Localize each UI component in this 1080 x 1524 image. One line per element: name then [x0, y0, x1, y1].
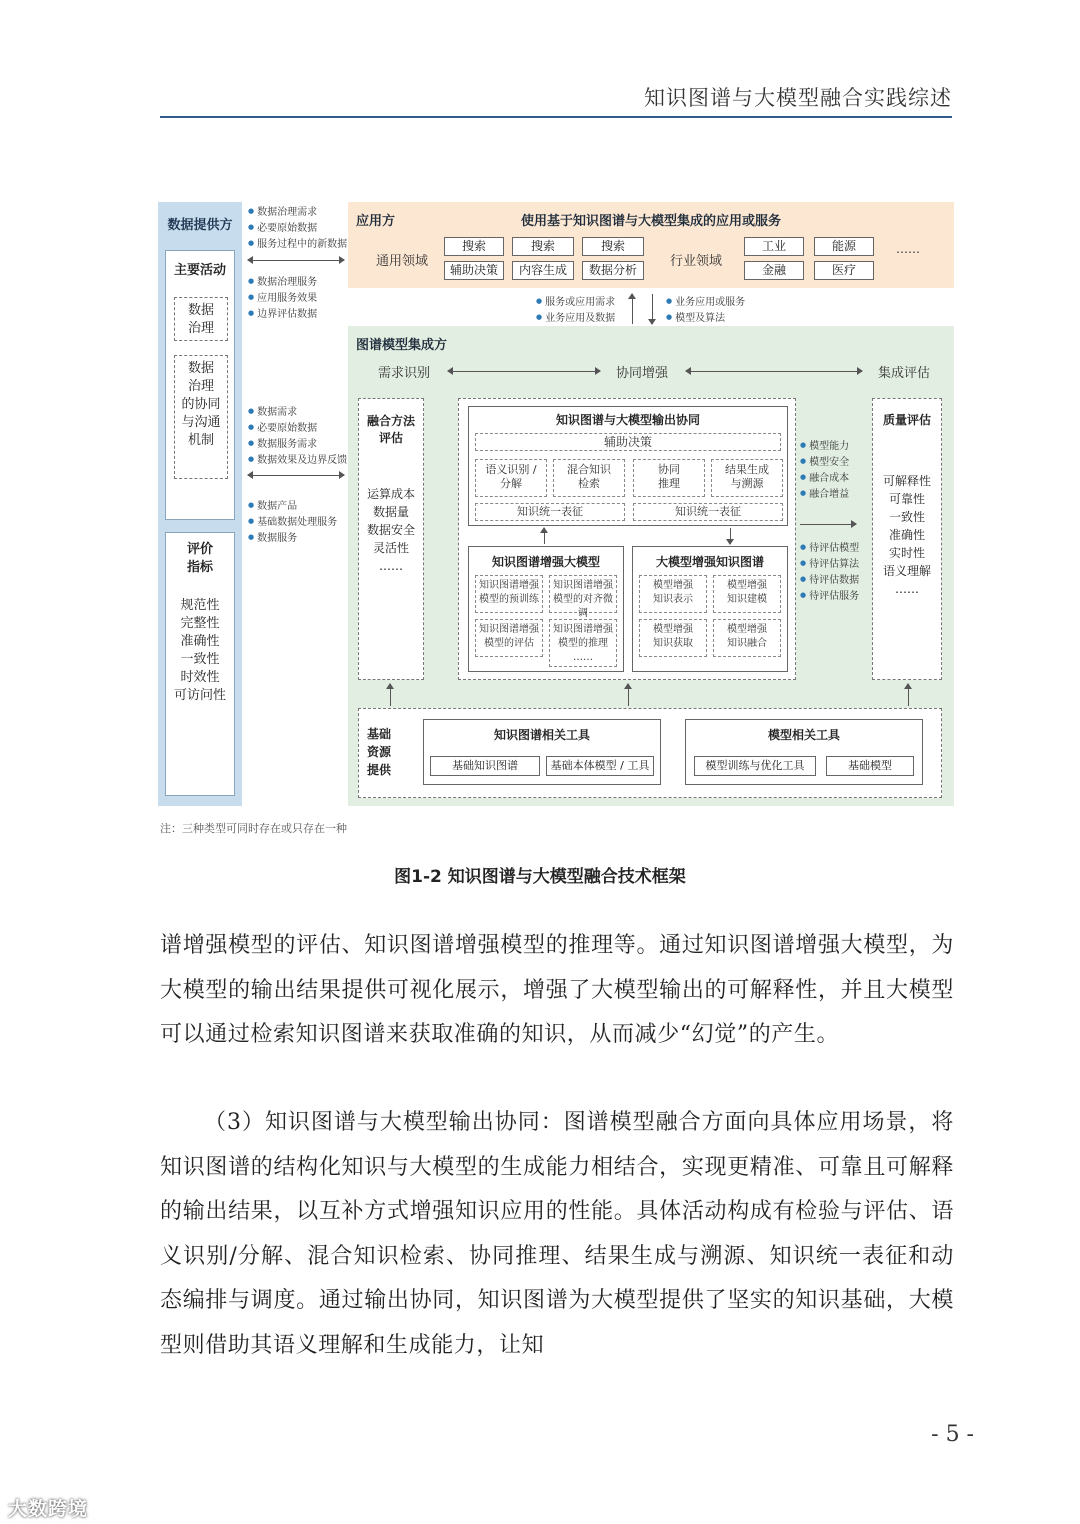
general-domain-label: 通用领域	[376, 254, 429, 269]
kg-enhance-llm-box	[468, 546, 624, 672]
arrow-down	[730, 528, 731, 544]
industry-item: 金融	[744, 261, 804, 280]
stage-enhance: 协同增强	[616, 366, 669, 381]
flow-group-1: ● 数据治理需求 ● 必要原始数据 ● 服务过程中的新数据	[248, 204, 347, 252]
flow-group-4: ● 数据产品 ● 基础数据处理服务 ● 数据服务	[248, 498, 337, 546]
llm-enhance-kg-title: 大模型增强知识图谱	[655, 555, 764, 569]
evaluation-metrics: 规范性 完整性 准确性 一致性 时效性 可访问性	[173, 598, 226, 703]
kg-tools-box	[423, 719, 661, 785]
figure-note: 注：三种类型可同时存在或只存在一种	[160, 822, 347, 835]
output-collab-box	[468, 406, 788, 526]
llm-enhance-item: 模型增强 知识建模	[713, 575, 781, 613]
flow-arrow-1	[248, 260, 344, 261]
industry-item: 工业	[744, 237, 804, 256]
application-label: 应用方	[356, 214, 396, 229]
model-tools-title: 模型相关工具	[767, 728, 840, 742]
kg-tool-item: 基础本体模型 / 工具	[546, 756, 654, 776]
flow-right-up: ● 模型能力 ● 模型安全 ● 融合成本 ● 融合增益	[800, 438, 849, 502]
kg-enhance-item: 知识图谱增强 模型的推理 ……	[549, 619, 617, 667]
activity-coordination: 数据 治理 的协同 与沟通 机制	[174, 355, 228, 479]
foundation-label: 基础 资源 提供	[367, 727, 392, 777]
arrow-up	[632, 294, 633, 324]
unified-representation: 知识统一表征	[633, 503, 783, 521]
kg-tool-item: 基础知识图谱	[430, 756, 540, 776]
data-provider-column	[158, 202, 242, 806]
brand-watermark: 大数跨境	[8, 1498, 89, 1520]
general-item: 搜索	[582, 237, 644, 256]
output-item: 混合知识 检索	[553, 459, 625, 497]
output-item: 结果生成 与溯源	[711, 459, 783, 497]
integrator-panel	[348, 326, 954, 806]
evaluation-card	[165, 532, 235, 796]
application-title: 使用基于知识图谱与大模型集成的应用或服务	[520, 214, 781, 229]
quality-eval-card	[872, 398, 942, 680]
llm-enhance-kg-box	[632, 546, 788, 672]
arrow-right	[800, 524, 856, 525]
flow-arrow-2	[248, 475, 344, 476]
method-eval-title: 融合方法 评估	[366, 414, 415, 445]
industry-item: 能源	[814, 237, 874, 256]
unified-representation: 知识统一表征	[475, 503, 625, 521]
llm-enhance-item: 模型增强 知识获取	[639, 619, 707, 657]
model-tools-box	[685, 719, 923, 785]
stage-arrow	[448, 371, 600, 372]
body-paragraph-2: （3）知识图谱与大模型输出协同：图谱模型融合方面向具体应用场景，将知识图谱的结构化知识与大模型的生成能力相结合，实现更精准、可靠且可解释的输出结果，以互补方式增强知识应用的性能。具体活动构成有检验与评估、语义识别/分解、混合知识检索、协同推理、结果生成与溯源、知识统一表征和动态编排与调度。通过输出协同，知识图谱为大模型提供了坚实的知识基础，大模型则借助其语义理解和生成能力，让知	[160, 1110, 954, 1358]
quality-eval-title: 质量评估	[882, 413, 931, 427]
llm-enhance-item: 模型增强 知识表示	[639, 575, 707, 613]
kg-enhance-item: 知识图谱增强 模型的评估	[475, 619, 543, 657]
industry-item: 医疗	[814, 261, 874, 280]
flow-group-3: ● 数据需求 ● 必要原始数据 ● 数据服务需求 ● 数据效果及边界反馈	[248, 404, 347, 468]
stage-evaluate: 集成评估	[878, 366, 931, 381]
activity-data-governance: 数据 治理	[174, 297, 228, 341]
flow-group-2: ● 数据治理服务 ● 应用服务效果 ● 边界评估数据	[248, 274, 317, 322]
output-collab-title: 知识图谱与大模型输出协同	[555, 413, 700, 427]
page-number: - 5 -	[931, 1422, 974, 1447]
figure-caption: 图1-2 知识图谱与大模型融合技术框架	[394, 867, 686, 887]
kg-enhance-llm-title: 知识图谱增强大模型	[491, 555, 600, 569]
kg-enhance-item: 知识图谱增强 模型的对齐微调	[549, 575, 617, 613]
main-activities-title: 主要活动	[173, 263, 226, 278]
assist-decision: 辅助决策	[475, 433, 781, 451]
arrow-up	[390, 684, 391, 706]
kg-enhance-item: 知识图谱增强 模型的预训练	[475, 575, 543, 613]
industry-ellipsis: ……	[896, 242, 920, 256]
running-header: 知识图谱与大模型融合实践综述	[644, 86, 952, 110]
general-item: 搜索	[512, 237, 574, 256]
body-paragraph-1: 谱增强模型的评估、知识图谱增强模型的推理等。通过知识图谱增强大模型，为大模型的输出结果提供可视化展示，增强了大模型输出的可解释性，并且大模型可以通过检索知识图谱来获取准确的知识，从而减少“幻觉”的产生。	[160, 933, 954, 1047]
arrow-up	[544, 528, 545, 544]
header-rule	[160, 116, 952, 118]
model-tool-item: 模型训练与优化工具	[694, 756, 816, 776]
integrator-label: 图谱模型集成方	[356, 338, 448, 353]
general-item: 辅助决策	[444, 261, 504, 280]
method-eval-card	[358, 398, 424, 680]
arrow-up	[628, 684, 629, 706]
stage-arrow	[686, 371, 862, 372]
main-activities-card	[165, 250, 235, 520]
arrow-up	[908, 684, 909, 706]
output-item: 语义识别 / 分解	[475, 459, 547, 497]
general-item: 内容生成	[512, 261, 574, 280]
general-item: 数据分析	[582, 261, 644, 280]
arrow-down	[652, 294, 653, 324]
llm-enhance-item: 模型增强 知识融合	[713, 619, 781, 657]
kg-tools-title: 知识图谱相关工具	[493, 728, 590, 742]
industry-domain-label: 行业领域	[670, 254, 723, 269]
provider-title: 数据提供方	[167, 218, 233, 233]
foundation-frame	[358, 708, 942, 798]
stage-demand: 需求识别	[378, 366, 431, 381]
model-tool-item: 基础模型	[826, 756, 914, 776]
output-item: 协同 推理	[633, 459, 705, 497]
method-eval-items: 运算成本 数据量 数据安全 灵活性 ……	[366, 487, 415, 573]
flow-mid-right: ● 业务应用或服务 ● 模型及算法	[666, 294, 745, 326]
application-panel	[348, 202, 954, 288]
evaluation-title: 评价 指标	[186, 542, 213, 575]
flow-mid-left: ● 服务或应用需求 ● 业务应用及数据	[536, 294, 615, 326]
flow-right-down: ● 待评估模型 ● 待评估算法 ● 待评估数据 ● 待评估服务	[800, 540, 859, 604]
general-item: 搜索	[444, 237, 504, 256]
quality-eval-items: 可解释性 可靠性 一致性 准确性 实时性 语义理解 ……	[882, 474, 931, 596]
framework-figure	[158, 202, 954, 808]
